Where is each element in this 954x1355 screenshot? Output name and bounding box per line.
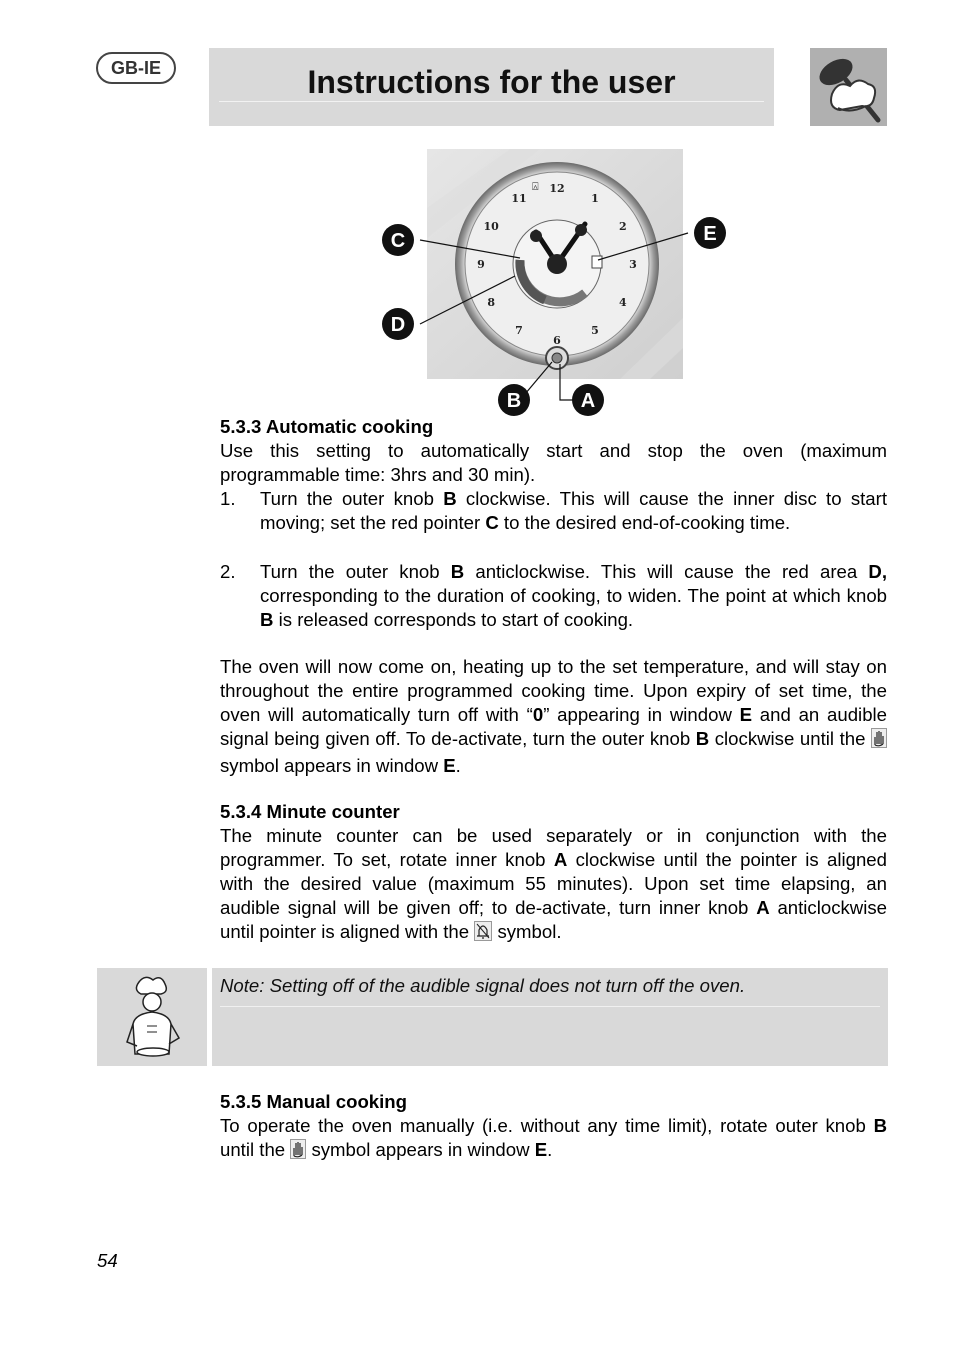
hand-icon	[871, 728, 887, 754]
bell-icon	[474, 921, 492, 947]
spoon-chef-hat-icon	[810, 48, 887, 126]
region-badge: GB-IE	[96, 52, 176, 84]
dial-number: 2	[618, 220, 627, 233]
label-e: E	[703, 223, 717, 245]
note-text: Note: Setting off of the audible signal does not turn off the oven.	[220, 975, 746, 996]
clock-timer-figure	[380, 148, 740, 416]
note-panel	[97, 968, 888, 1066]
label-a: A	[580, 390, 596, 412]
chef-icon	[97, 968, 207, 1066]
step-number: 1.	[220, 488, 236, 509]
note-box	[212, 968, 888, 1066]
automatic-cooking-paragraph: The oven will now come on, heating up to the set temperature, and will stay on throughout the entire programmed cooking time. Upon expiry of set time, the oven will automatically turn off with “0” appearing in window E and an audible signal being given off. To de-activate, turn the outer knob B clockwise until the symbol appears in window E.	[220, 656, 888, 776]
dial-number: 10	[483, 220, 499, 233]
dial-number: 5	[591, 323, 599, 337]
hand-icon	[290, 1139, 306, 1165]
page-title: Instructions for the user	[307, 64, 676, 100]
dial-number: 3	[629, 258, 637, 271]
dial-number: 1	[591, 192, 599, 206]
dial-number: 7	[515, 323, 523, 337]
label-b: B	[506, 390, 522, 412]
step-number: 2.	[220, 561, 236, 582]
label-c: C	[390, 230, 406, 252]
heading-automatic-cooking: 5.3.3 Automatic cooking	[220, 416, 434, 437]
minute-counter-paragraph: The minute counter can be used separately or in conjunction with the programmer. To set, rotate inner knob A clockwise until the pointer is aligned with the desired value (maximum 55 minutes). Upon set time elapsing, an audible signal will be given off; to de-activate, turn inner knob A anticlockwise until pointer is aligned with the symbol.	[220, 824, 887, 947]
page-number: 54	[97, 1250, 118, 1271]
svg-text:⍓: ⍓	[532, 180, 539, 193]
dial-number: 12	[549, 182, 565, 195]
dial-number: 4	[618, 296, 627, 309]
dial-number: 9	[477, 258, 485, 271]
dial-number: 6	[553, 334, 561, 347]
step-1: 1. Turn the outer knob B clockwise. This will cause the inner disc to start moving; set the red pointer C to the desired end-of-cooking time.	[220, 488, 887, 533]
dial-number: 11	[511, 192, 527, 206]
automatic-cooking-intro: Use this setting to automatically start and stop the oven (maximum programmable time: 3hrs and 30 min).	[220, 440, 887, 485]
step-2: 2. Turn the outer knob B anticlockwise. This will cause the red area D, corresponding to the duration of cooking, to widen. The point at which knob B is released corresponds to start of cooking.	[220, 561, 887, 630]
manual-cooking-paragraph: To operate the oven manually (i.e. without any time limit), rotate outer knob B until the symbol appears in window E.	[220, 1114, 887, 1165]
header-bar	[209, 48, 774, 126]
heading-manual-cooking: 5.3.5 Manual cooking	[220, 1091, 408, 1112]
dial-number: 8	[487, 296, 496, 309]
label-d: D	[390, 314, 406, 336]
heading-minute-counter: 5.3.4 Minute counter	[220, 801, 400, 822]
